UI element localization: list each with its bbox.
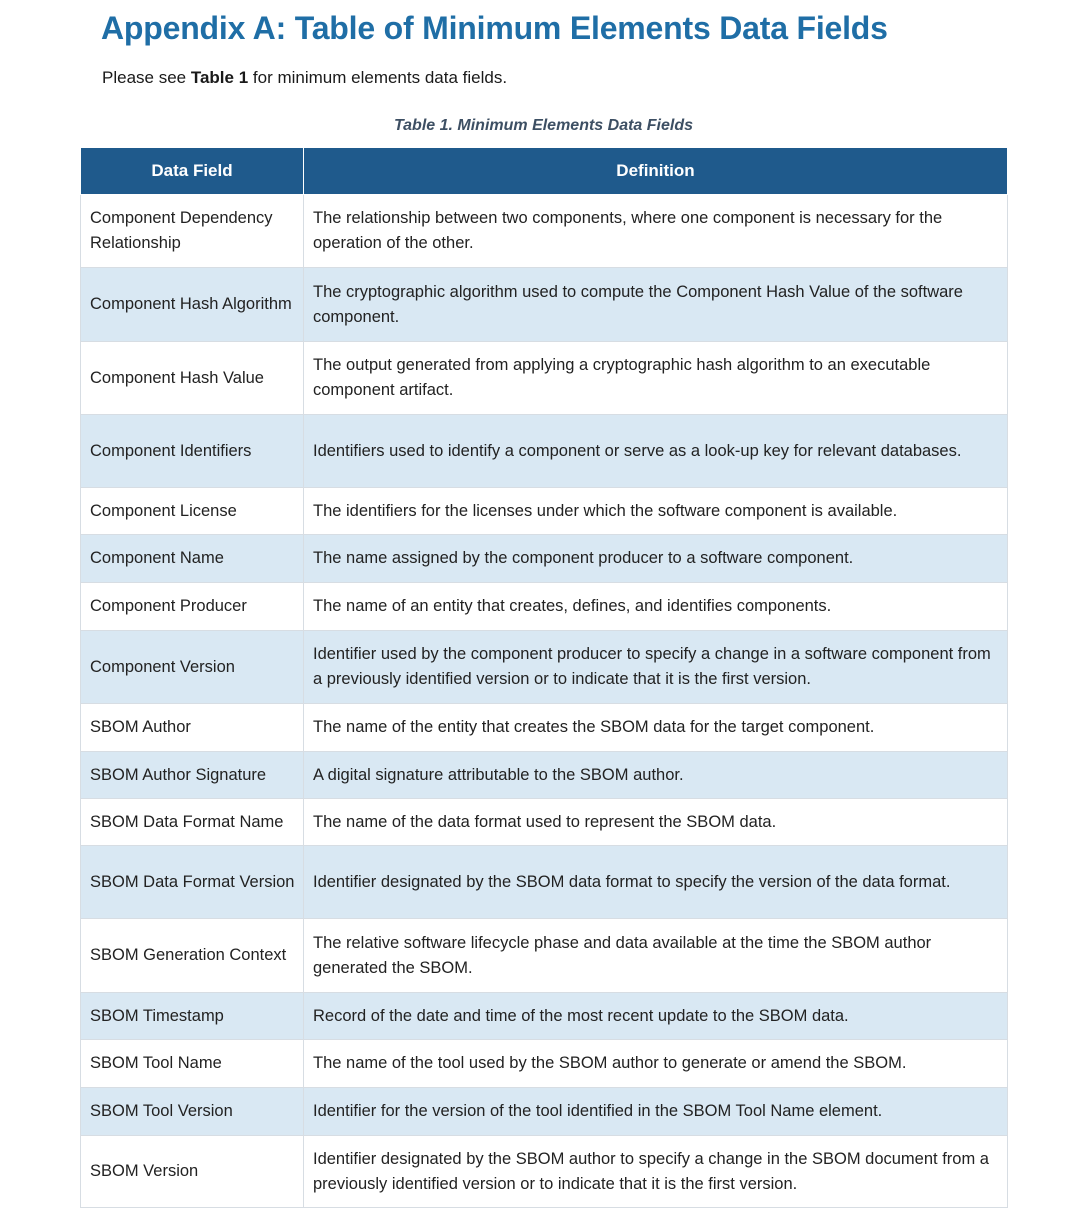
definition-cell: The relationship between two components, where one component is necessary for the operation of the other. bbox=[304, 195, 1008, 268]
header-definition: Definition bbox=[304, 148, 1008, 195]
data-field-cell: Component Hash Algorithm bbox=[81, 268, 304, 342]
data-field-cell: SBOM Author bbox=[81, 704, 304, 752]
table-row bbox=[81, 1040, 1008, 1088]
table-row bbox=[81, 1136, 1008, 1208]
definition-cell: Record of the date and time of the most recent update to the SBOM data. bbox=[304, 993, 1008, 1040]
table-row bbox=[81, 342, 1008, 415]
definition-cell: Identifier for the version of the tool identified in the SBOM Tool Name element. bbox=[304, 1088, 1008, 1136]
data-field-cell: SBOM Data Format Version bbox=[81, 846, 304, 919]
table-row bbox=[81, 195, 1008, 268]
table-row bbox=[81, 846, 1008, 919]
data-field-cell: SBOM Timestamp bbox=[81, 993, 304, 1040]
table-row bbox=[81, 488, 1008, 535]
table-row bbox=[81, 993, 1008, 1040]
definition-cell: Identifiers used to identify a component or serve as a look-up key for relevant databases. bbox=[304, 415, 1008, 488]
definition-cell: The identifiers for the licenses under which the software component is available. bbox=[304, 488, 1008, 535]
definition-cell: The name assigned by the component producer to a software component. bbox=[304, 535, 1008, 583]
data-field-cell: SBOM Generation Context bbox=[81, 919, 304, 993]
intro-paragraph bbox=[102, 68, 507, 88]
table-reference: Table 1 bbox=[190, 68, 249, 87]
page-title: Appendix A: Table of Minimum Elements Data Fields bbox=[101, 10, 888, 46]
data-field-cell: SBOM Tool Name bbox=[81, 1040, 304, 1088]
definition-cell: The relative software lifecycle phase and data available at the time the SBOM author generated the SBOM. bbox=[304, 919, 1008, 993]
header-data-field: Data Field bbox=[81, 148, 304, 195]
definition-cell: The name of the data format used to represent the SBOM data. bbox=[304, 799, 1008, 846]
definition-cell: Identifier designated by the SBOM data format to specify the version of the data format. bbox=[304, 846, 1008, 919]
data-field-cell: Component License bbox=[81, 488, 304, 535]
data-field-cell: Component Dependency Relationship bbox=[81, 195, 304, 268]
table-row bbox=[81, 415, 1008, 488]
table-row bbox=[81, 631, 1008, 704]
table-row bbox=[81, 268, 1008, 342]
definition-cell: The name of the tool used by the SBOM author to generate or amend the SBOM. bbox=[304, 1040, 1008, 1088]
definition-cell: Identifier used by the component producer to specify a change in a software component from a previously identified version or to indicate that it is the first version. bbox=[304, 631, 1008, 704]
data-field-cell: Component Version bbox=[81, 631, 304, 704]
definition-cell: Identifier designated by the SBOM author to specify a change in the SBOM document from a previously identified version or to indicate that it is the first version. bbox=[304, 1136, 1008, 1208]
table-header-row bbox=[81, 148, 1008, 195]
table-row bbox=[81, 799, 1008, 846]
table-row bbox=[81, 535, 1008, 583]
data-field-cell: SBOM Author Signature bbox=[81, 752, 304, 799]
definition-cell: The name of an entity that creates, defines, and identifies components. bbox=[304, 583, 1008, 631]
data-field-cell: Component Identifiers bbox=[81, 415, 304, 488]
minimum-elements-table bbox=[80, 148, 1008, 1208]
definition-cell: The cryptographic algorithm used to compute the Component Hash Value of the software component. bbox=[304, 268, 1008, 342]
intro-text-before: Please see bbox=[102, 68, 191, 87]
data-field-cell: SBOM Version bbox=[81, 1136, 304, 1208]
intro-text-after: for minimum elements data fields. bbox=[248, 68, 508, 87]
table-row bbox=[81, 583, 1008, 631]
data-field-cell: Component Name bbox=[81, 535, 304, 583]
data-field-cell: Component Hash Value bbox=[81, 342, 304, 415]
definition-cell: A digital signature attributable to the SBOM author. bbox=[304, 752, 1008, 799]
data-field-cell: SBOM Tool Version bbox=[81, 1088, 304, 1136]
table-row bbox=[81, 704, 1008, 752]
data-field-cell: SBOM Data Format Name bbox=[81, 799, 304, 846]
definition-cell: The output generated from applying a cryptographic hash algorithm to an executable component artifact. bbox=[304, 342, 1008, 415]
table-row bbox=[81, 919, 1008, 993]
definition-cell: The name of the entity that creates the SBOM data for the target component. bbox=[304, 704, 1008, 752]
table-row bbox=[81, 1088, 1008, 1136]
table-row bbox=[81, 752, 1008, 799]
table-caption: Table 1. Minimum Elements Data Fields bbox=[393, 117, 694, 134]
data-field-cell: Component Producer bbox=[81, 583, 304, 631]
